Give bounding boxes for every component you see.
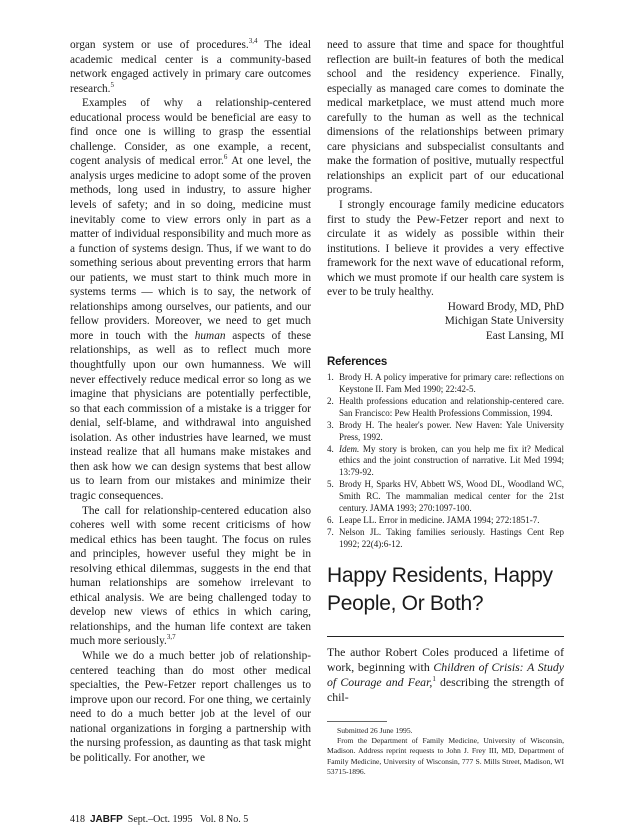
- page-number: 418: [70, 814, 85, 825]
- reference-item: 6. Leape LL. Error in medicine. JAMA 1994; 272:1851-7.: [327, 514, 540, 525]
- author-signature: [327, 300, 564, 343]
- reference-item: 2. Health professions education and relationship-centered care. San Francisco: Pew Health Professions Commission, 1994.: [327, 395, 564, 418]
- reference-item: 3. Brody H. The healer's power. New Haven: Yale University Press, 1992.: [327, 419, 564, 442]
- body-paragraph: While we do a much better job of relationship-centered teaching than do most other medical specialties, the Pew-Fetzer report challenges us to improve upon our record. For one thing, we certainly need to do a much better job at the level of our national organizations in forging a partnership with the nursing profession, as daunting as that task might be politically. For another, we: [70, 649, 311, 764]
- title-divider: [327, 636, 564, 637]
- article-intro: The author Robert Coles produced a lifetime of work, beginning with Children of Crisis: A Study of Courage and Fear,$^1$ describing the strength of chil-: [327, 644, 564, 704]
- article-title: Happy Residents, Happy People, Or Both?: [327, 563, 553, 615]
- footnote-affiliation: From the Department of Family Medicine, University of Wisconsin, Madison. Address reprint requests to John J. Frey III, MD, Department of Family Medicine, University of Wisconsin, 777 S. Mills Street, Madison, WI 53715-1896.: [327, 735, 564, 776]
- reference-item: 1. Brody H. A policy imperative for primary care: reflections on Keystone II. Fam Med 1990; 22:42-5.: [327, 372, 564, 394]
- reference-list: [327, 372, 564, 551]
- author-institution: Michigan State University: [444, 315, 564, 328]
- body-paragraph: The call for relationship-centered education also coheres well with some recent criticisms of how medical ethics has been taught. The focus on rules and principles, however useful they might be in resolving ethical dilemmas, suggests in the end that human relationships are somehow irrelevant to ethical analysis. We are being challenged today to develop new views of ethics in which caring, relationships, and the human life context are taken much more seriously.$^{3,7}$: [70, 504, 311, 648]
- body-paragraph: organ system or use of procedures.$^{3,4}$ The ideal academic medical center is a community-based network engaged actively in primary care outcomes research.$^5$: [70, 37, 312, 95]
- references-heading: References: [327, 356, 388, 369]
- reference-item: 7. Nelson JL. Taking families seriously. Hastings Cent Rep 1992; 22(4):6-12.: [327, 526, 564, 549]
- body-paragraph: I strongly encourage family medicine educators first to study the Pew-Fetzer report and next to circulate it as widely as possible within their institutions. I believe it provides a very effective framework for the next wave of educational reform, which we must promote if our health care system is ever to be truly healthy.: [327, 199, 564, 299]
- citation: 1: [432, 674, 436, 683]
- citation: 6: [223, 153, 228, 162]
- body-paragraph: need to assure that time and space for thoughtful reflection are built-in features of both the medical school and the residency experience. Finally, especially as managed care comes to dominate the medical marketplace, we must attend much more carefully to the human as well as the technical dimensions of the relationships between primary care physicians and subspecialist consultants and make the formation of positive, mutually respectful relationships an explicit part of our educational programs.: [327, 39, 564, 197]
- issue-info: Sept.–Oct. 1995 Vol. 8 No. 5: [127, 814, 249, 825]
- left-column: [70, 38, 311, 765]
- author-name: Howard Brody, MD, PhD: [447, 300, 564, 313]
- citation: 5: [110, 80, 114, 89]
- page-footer: [70, 814, 248, 825]
- reference-item: 4. Idem. My story is broken, can you help me fix it? Medical ethics and the joint construction of narrative. Lit Med 1994; 13:79-92.: [327, 443, 564, 478]
- right-column: [327, 38, 564, 777]
- citation: 3,4: [248, 37, 258, 46]
- citation: 3,7: [166, 633, 176, 642]
- journal-name: JABFP: [90, 814, 123, 825]
- footnote-divider: [327, 721, 387, 722]
- author-location: East Lansing, MI: [485, 329, 564, 342]
- body-paragraph: Examples of why a relationship-centered educational process would be beneficial are easy to find once one is willing to grasp the essential challenge. Consider, as one example, a recent, cogent analysis of medical error.$^6$ At one level, the analysis urges medicine to adopt some of the proven methods, long used in industry, to assure higher levels of safety; and in so doing, medicine must inevitably come to view errors only in part as a matter of individual responsibility and much more as a function of systems design. Thus, if we want to do something serious about preventing errors that harm our patients, we must start to think much more in systems terms — which is to say, the network of relationships among ourselves, our patients, and our fellow providers. Moreover, we need to get much more in touch with the human aspects of these relationships, as well as to reflect much more thoughtfully upon our own humanness. We will never effectively reduce medical error so long as we imagine that physicians are potentially perfectible, so that each commission of a mistake is a trigger for denial, self-blame, and withdrawal into anguished isolation. As other industries have learned, we must instead realize that all humans make mistakes and then ask how we can design systems that best allow us to learn from our mistakes and minimize their tragic consequences.: [70, 97, 311, 502]
- reference-item: 5. Brody H, Sparks HV, Abbett WS, Wood DL, Woodland WC, Smith RC. The mammalian medical center for the 21st century. JAMA 1993; 270:1097-100.: [327, 479, 564, 514]
- footnote-submitted: Submitted 26 June 1995.: [337, 725, 413, 735]
